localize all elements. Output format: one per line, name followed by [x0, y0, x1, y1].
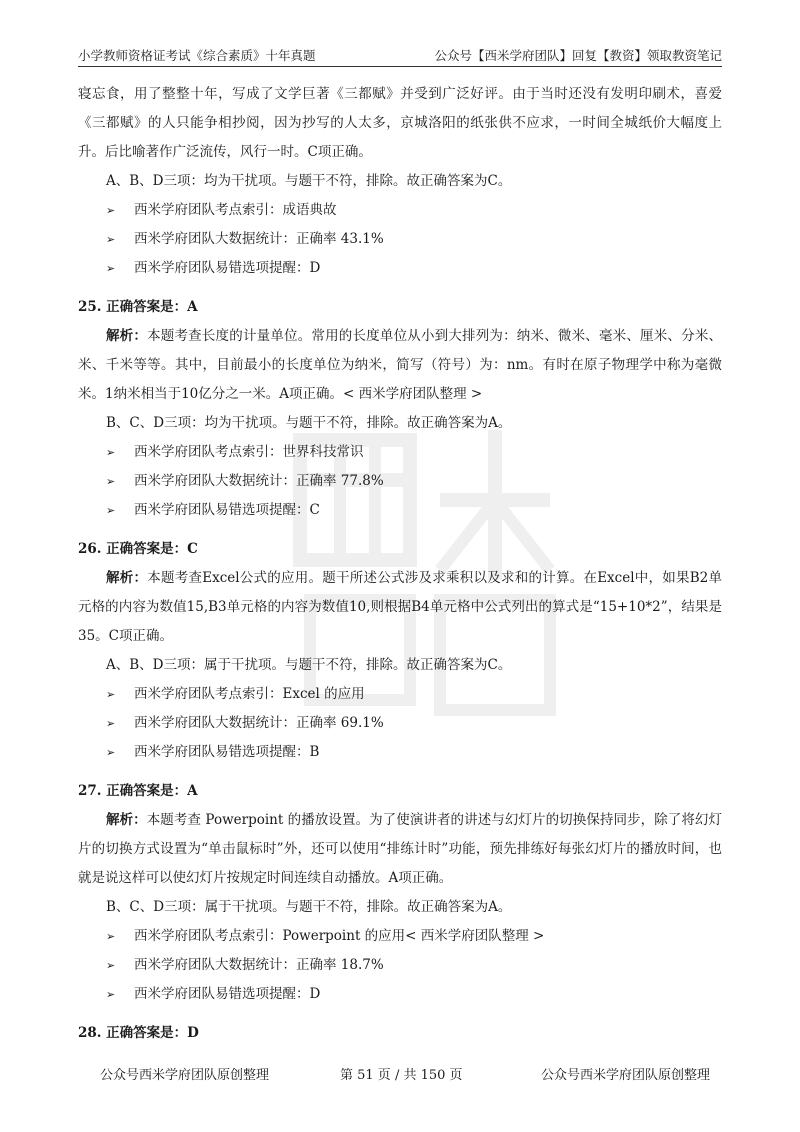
list-item — [106, 709, 722, 738]
list-item — [106, 196, 722, 225]
analysis-label: 解析： — [106, 328, 148, 344]
question-25-analysis — [78, 322, 722, 409]
question-25-title: 25. 正确答案是：A — [78, 299, 198, 315]
list-item — [106, 738, 722, 767]
question-28-title: 28. 正确答案是：D — [78, 1025, 199, 1041]
arrow-icon: ➢ — [106, 959, 116, 972]
question-25-others: B、C、D三项：均为干扰项。与题干不符，排除。故正确答案为A。 — [106, 415, 512, 431]
bullet-text: 西米学府团队易错选项提醒：C — [134, 502, 320, 518]
bullet-text: 西米学府团队大数据统计：正确率 43.1% — [134, 231, 384, 247]
page-number: 第 51 页 / 共 150 页 — [340, 1068, 463, 1083]
question-26-title: 26. 正确答案是：C — [78, 541, 198, 557]
question-27-analysis — [78, 806, 722, 893]
intro-paragraph: 寝忘食，用了整整十年，写成了文学巨著《三都赋》并受到广泛好评。由于当时还没有发明印刷术，喜爱《三都赋》的人只能争相抄阅，因为抄写的人太多，京城洛阳的纸张供不应求，一时间全城纸价大幅度上升。后比喻著作广泛流传，风行一时。C项正确。 — [78, 86, 722, 160]
list-item — [106, 680, 722, 709]
bullet-text: 西米学府团队易错选项提醒：D — [134, 260, 321, 276]
analysis-label: 解析： — [106, 570, 148, 586]
bullet-text: 西米学府团队易错选项提醒：D — [134, 986, 321, 1002]
list-item — [106, 254, 722, 283]
arrow-icon: ➢ — [106, 446, 116, 459]
bullet-text: 西米学府团队大数据统计：正确率 18.7% — [134, 957, 384, 973]
footer-left: 公众号西米学府团队原创整理 — [100, 1068, 270, 1083]
bullet-text: 西米学府团队易错选项提醒：B — [134, 744, 320, 760]
header-title: 小学教师资格证考试《综合素质》十年真题 — [78, 48, 316, 63]
bullet-text: 西米学府团队考点索引：成语典故 — [134, 202, 337, 218]
arrow-icon: ➢ — [106, 746, 116, 759]
list-item — [106, 225, 722, 254]
bullet-text: 西米学府团队大数据统计：正确率 69.1% — [134, 715, 384, 731]
page-header — [78, 40, 722, 67]
arrow-icon: ➢ — [106, 262, 116, 275]
list-item — [106, 438, 722, 467]
bullet-text: 西米学府团队考点索引：世界科技常识 — [134, 444, 364, 460]
list-item — [106, 496, 722, 525]
analysis-text: 本题考查长度的计量单位。常用的长度单位从小到大排列为：纳米、微米、毫米、厘米、分米、米、千米等等。其中，目前最小的长度单位为纳米，简写（符号）为：nm。有时在原子物理学中称为毫微米。1纳米相当于10亿分之一米。A项正确。< 西米学府团队整理 > — [78, 328, 723, 402]
bullet-text: 西米学府团队大数据统计：正确率 77.8% — [134, 473, 384, 489]
arrow-icon: ➢ — [106, 930, 116, 943]
header-promo: 公众号【西米学府团队】回复【教资】领取教资笔记 — [434, 48, 722, 63]
bullet-text: 西米学府团队考点索引：Excel 的应用 — [134, 686, 365, 702]
analysis-text: 本题考查 Powerpoint 的播放设置。为了使演讲者的讲述与幻灯片的切换保持同步，除了将幻灯片的切换方式设置为“单击鼠标时”外，还可以使用“排练计时”功能，预先排练好每张幻灯片的播放时间，也就是说这样可以使幻灯片按规定时间连续自动播放。A项正确。 — [78, 812, 723, 886]
analysis-text: 本题考查Excel公式的应用。题干所述公式涉及求乘积以及求和的计算。在Excel中，如果B2单元格的内容为数值15,B3单元格的内容为数值10,则根据B4单元格中公式列出的算式是“15+10*2”，结果是35。C项正确。 — [78, 570, 723, 644]
arrow-icon: ➢ — [106, 504, 116, 517]
arrow-icon: ➢ — [106, 204, 116, 217]
footer-right: 公众号西米学府团队原创整理 — [540, 1068, 710, 1083]
intro-others: A、B、D三项：均为干扰项。与题干不符，排除。故正确答案为C。 — [106, 173, 512, 189]
list-item — [106, 980, 722, 1009]
question-26-analysis — [78, 564, 722, 651]
bullet-text: 西米学府团队考点索引：Powerpoint 的应用< 西米学府团队整理 > — [134, 928, 545, 944]
arrow-icon: ➢ — [106, 475, 116, 488]
arrow-icon: ➢ — [106, 717, 116, 730]
list-item — [106, 922, 722, 951]
list-item — [106, 467, 722, 496]
list-item — [106, 951, 722, 980]
arrow-icon: ➢ — [106, 233, 116, 246]
question-26-others: A、B、D三项：属于干扰项。与题干不符，排除。故正确答案为C。 — [106, 657, 512, 673]
question-27-title: 27. 正确答案是：A — [78, 783, 198, 799]
question-27-others: B、C、D三项：属于干扰项。与题干不符，排除。故正确答案为A。 — [106, 899, 512, 915]
arrow-icon: ➢ — [106, 988, 116, 1001]
document-body — [78, 80, 722, 1048]
analysis-label: 解析： — [106, 812, 147, 828]
arrow-icon: ➢ — [106, 688, 116, 701]
